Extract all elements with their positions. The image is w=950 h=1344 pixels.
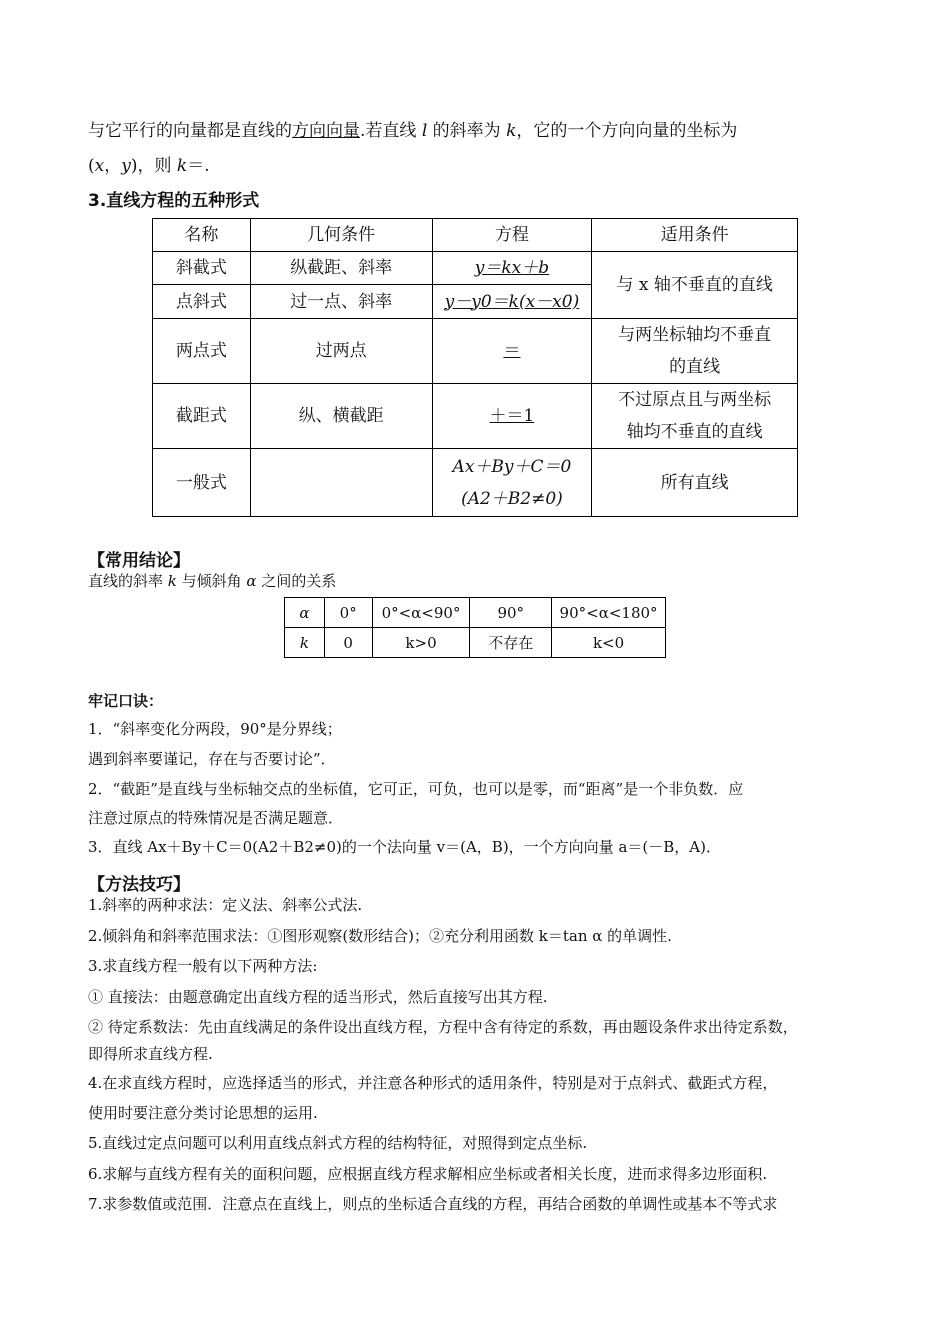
mnemonic-line: 注意过原点的特殊情况是否满足题意．: [88, 809, 344, 827]
row-cond: 过一点、斜率: [250, 285, 432, 319]
method-item: 1.斜率的两种求法：定义法、斜率公式法.: [88, 896, 363, 914]
table-row: [153, 449, 798, 517]
cell: k>0: [372, 628, 470, 658]
table-row: [285, 628, 666, 658]
section-3-title: 3.直线方程的五种形式: [88, 191, 260, 211]
cell: 90°<α<180°: [552, 598, 666, 628]
apply-line: 与两坐标轴均不垂直: [618, 325, 772, 345]
table-row: [153, 384, 798, 449]
row-cond: 纵截距、斜率: [250, 252, 432, 285]
method-item: 使用时要注意分类讨论思想的运用.: [88, 1104, 318, 1122]
table-header-row: [153, 219, 798, 252]
row-eq: [432, 449, 592, 517]
method-item: ① 直接法：由题意确定出直线方程的适当形式，然后直接写出其方程.: [88, 988, 548, 1006]
text: 与它平行的向量都是直线的: [88, 121, 292, 141]
intro-line-1: [88, 116, 737, 141]
var-k: k: [176, 156, 188, 176]
row-eq: y－y0＝k(x－x0): [432, 285, 592, 319]
cell: 0: [324, 628, 372, 658]
text: )，则: [130, 156, 177, 176]
text: ，它的一个方向向量的坐标为: [516, 121, 738, 141]
line-forms-table: [152, 218, 798, 517]
row-apply: 所有直线: [592, 449, 798, 517]
text: 与倾斜角: [176, 572, 247, 590]
row-cond: 过两点: [250, 319, 432, 384]
text: ＝.: [187, 156, 210, 176]
row-name: 两点式: [153, 319, 251, 384]
cell: α: [285, 598, 325, 628]
text: 的斜率为: [427, 121, 507, 141]
var-y: y: [121, 156, 131, 176]
table-row: [153, 319, 798, 384]
apply-line: 的直线: [669, 357, 721, 377]
text: 之间的关系: [256, 572, 337, 590]
apply-line: 轴均不垂直的直线: [626, 422, 763, 442]
method-item: 6.求解与直线方程有关的面积问题，应根据直线方程求解相应坐标或者相关长度，进而求得多边形面积.: [88, 1165, 768, 1183]
var-x: x: [94, 156, 105, 176]
apply-line: 不过原点且与两坐标: [618, 390, 772, 410]
row-cond: 纵、横截距: [250, 384, 432, 449]
method-item: 7.求参数值或范围．注意点在直线上，则点的坐标适合直线的方程，再结合函数的单调性或基本不等式求: [88, 1195, 778, 1213]
intro-line-2: [88, 151, 210, 176]
cell: 90°: [470, 598, 552, 628]
mnemonic-line: 遇到斜率要谨记，存在与否要讨论”．: [88, 750, 336, 768]
method-item: ② 待定系数法：先由直线满足的条件设出直线方程，方程中含有待定的系数，再由题设条件求出待定系数，: [88, 1018, 798, 1036]
method-item: 2.倾斜角和斜率范围求法：①图形观察(数形结合)；②充分利用函数 k＝tan α 的单调性.: [88, 927, 672, 945]
text: 直线的斜率: [88, 572, 168, 590]
slope-angle-table: [284, 597, 666, 658]
eq-line: (A2＋B2≠0): [461, 488, 563, 509]
row-apply: [592, 384, 798, 449]
method-item: 即得所求直线方程.: [88, 1045, 213, 1063]
row-eq: y＝kx＋b: [432, 252, 592, 285]
cell: 0°: [324, 598, 372, 628]
common-title: 【常用结论】: [88, 551, 190, 571]
header-apply: 适用条件: [592, 219, 798, 252]
text: (: [88, 156, 95, 176]
row-apply: 与 x 轴不垂直的直线: [592, 252, 798, 319]
method-item: 4.在求直线方程时，应选择适当的形式，并注意各种形式的适用条件，特别是对于点斜式、截距式方程，: [88, 1074, 778, 1092]
var-l: l: [421, 121, 428, 141]
method-item: 3.求直线方程一般有以下两种方法:: [88, 957, 318, 975]
eq-line: Ax＋By＋C＝0: [452, 456, 572, 477]
cell: k<0: [552, 628, 666, 658]
cell: 0°<α<90°: [372, 598, 470, 628]
underlined-term: 方向向量: [292, 121, 360, 141]
table-row: [153, 252, 798, 285]
text: .若直线: [360, 121, 422, 141]
var-k: k: [506, 121, 517, 141]
row-eq: ＝: [432, 319, 592, 384]
header-eq: 方程: [432, 219, 592, 252]
row-name: 斜截式: [153, 252, 251, 285]
row-name: 点斜式: [153, 285, 251, 319]
common-desc: [88, 570, 336, 591]
mnemonic-title: 牢记口诀：: [88, 692, 164, 710]
method-title: 【方法技巧】: [88, 875, 190, 895]
table-row: [285, 598, 666, 628]
method-item: 5.直线过定点问题可以利用直线点斜式方程的结构特征，对照得到定点坐标.: [88, 1134, 588, 1152]
row-name: 一般式: [153, 449, 251, 517]
header-cond: 几何条件: [250, 219, 432, 252]
mnemonic-line: 1．“斜率变化分两段，90°是分界线；: [88, 720, 342, 738]
var-k: k: [167, 572, 177, 590]
row-apply: [592, 319, 798, 384]
header-name: 名称: [153, 219, 251, 252]
cell: 不存在: [470, 628, 552, 658]
row-name: 截距式: [153, 384, 251, 449]
cell: k: [285, 628, 325, 658]
row-eq: ＋＝1: [432, 384, 592, 449]
mnemonic-line: 2．“截距”是直线与坐标轴交点的坐标值，它可正，可负，也可以是零，而“距离”是一个非负数．应: [88, 780, 744, 798]
var-alpha: α: [246, 572, 257, 590]
row-cond: [250, 449, 432, 517]
text: ，: [104, 156, 122, 176]
mnemonic-line: 3．直线 Ax＋By＋C＝0(A2＋B2≠0)的一个法向量 v＝(A，B)，一个方向向量 a＝(－B，A)．: [88, 838, 721, 856]
